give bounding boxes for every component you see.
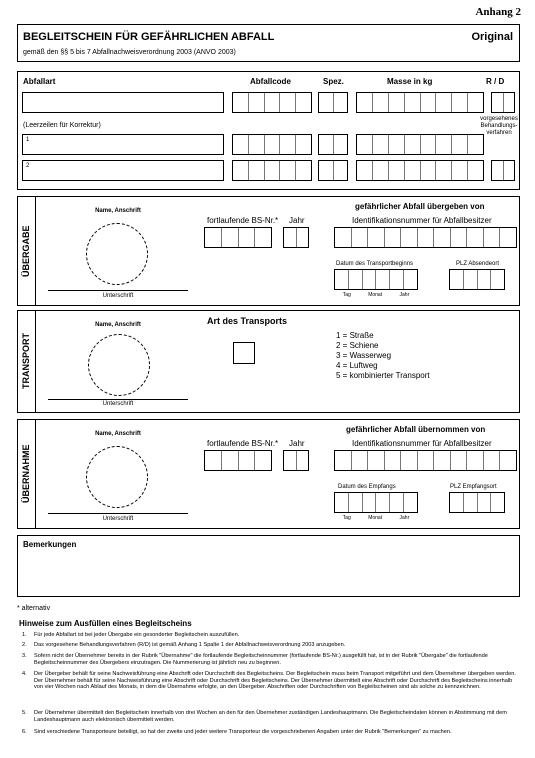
day-label: Tag [342,515,351,521]
ident-field[interactable] [334,227,517,248]
year-field[interactable] [283,450,309,471]
signature-label: Unterschrift [102,293,134,299]
transport-heading: Art des Transports [207,316,288,326]
correction-row-2[interactable] [22,160,224,181]
correction-note: (Leerzeilen für Korrektur) [23,122,101,129]
row-number: 1 [26,137,30,143]
stamp-circle[interactable] [88,334,150,396]
spez-field[interactable] [318,92,348,113]
footnote: * alternativ [17,605,51,612]
hint-item: 4. Der Übergeber behält für seine Nachweisführung eine Abschrift oder Durchschrift des Begleitscheins. Der Begleitschein muss beim Transport mitgeführt und dem Übernehmer übergeben werden. Der Übernehmer behält für seine Nachweisführung eine Abschrift oder Durchschrift des Begleitscheins. Der Übernehmer übermittelt eine Abschrift oder Durchschrift des Begleitscheins innerhalb von vier Wochen nach Ablauf des Monats, in dem die Übernahme erfolgte, an den Übergeber. Abschriften oder Durchschriften von Begleitscheinen sind als solche zu kennzeichnen. [22,671,516,691]
transport-options [336,331,430,381]
ident-label: Identifikationsnummer für Abfallbesitzer [352,216,492,225]
stamp-circle[interactable] [86,223,148,285]
rd-header: R / D [486,77,505,86]
bs-nr-field[interactable] [204,227,272,248]
hint-item: 6. Sind verschiedene Transporteure beteiligt, so hat der zweite und jeder weitere Transporteur die vorgeschriebenen Angaben unter der Rubrik "Bemerkungen" zu machen. [22,729,452,735]
code-row-2[interactable] [232,160,312,181]
transport-option: 4 = Luftweg [336,361,378,370]
uebernahme-side-label: ÜBERNAHME [21,444,31,504]
day-label: Tag [342,292,351,298]
uebergabe-side-label: ÜBERGABE [21,225,31,277]
rd-field[interactable] [491,92,515,113]
waste-type-header: Abfallart [23,77,56,86]
transport-option: 1 = Straße [336,331,374,340]
name-label: Name, Anschrift [95,208,141,214]
transport-option: 5 = kombinierter Transport [336,371,430,380]
uebergabe-heading: gefährlicher Abfall übergeben von [355,202,485,211]
plz-field[interactable] [449,269,505,290]
spez-row-1[interactable] [318,134,348,155]
stamp-circle[interactable] [86,446,148,508]
hint-item: 3. Sofern nicht der Übernehmer bereits in der Rubrik "Übernahme" die fortlaufende Begleitscheinnummer (fortlaufende BS-Nr.) ausgefüllt hat, ist in der Rubrik "Übergabe" die fortlaufende Begleitscheinnummer des Übergebers einzutragen. Die Nummerierung ist jährlich neu zu beginnen. [22,653,488,666]
signature-line [48,399,188,400]
transport-side-label: TRANSPORT [21,333,31,390]
plz-label: PLZ Empfangsort [450,484,497,490]
transport-option: 2 = Schiene [336,341,379,350]
mass-row-1[interactable] [356,134,484,155]
year-small-label: Jahr [399,292,410,298]
signature-line [48,513,188,514]
waste-code-field[interactable] [232,92,312,113]
remarks-label: Bemerkungen [23,540,77,549]
waste-code-header: Abfallcode [250,77,291,86]
uebernahme-heading: gefährlicher Abfall übernommen von [346,425,486,434]
spez-row-2[interactable] [318,160,348,181]
hint-item: 5. Der Übernehmer übermittelt den Begleitschein innerhalb von drei Wochen an den für den Übernehmer zuständigen Landeshauptmann. Die Begleitscheindaten können in Abstimmung mit dem Landeshauptmann auch elektronisch übermittelt werden. [22,710,507,723]
form-title: BEGLEITSCHEIN FÜR GEFÄHRLICHEN ABFALL [23,31,275,43]
rd-note: vorgesehenes Behandlungs- verfahren [480,116,518,136]
plz-field[interactable] [449,492,505,513]
mass-field[interactable] [356,92,484,113]
month-label: Monat [368,515,383,521]
annex-label: Anhang 2 [475,6,521,18]
mass-header: Masse in kg [387,77,433,86]
bs-nr-label: fortlaufende BS-Nr.* [207,216,279,225]
rd-row-2[interactable] [491,160,515,181]
remarks-section[interactable] [17,535,520,597]
transport-section [17,310,520,413]
month-label: Monat [368,292,383,298]
year-label: Jahr [289,216,305,225]
signature-line [48,290,188,291]
year-field[interactable] [283,227,309,248]
header-frame [17,24,520,62]
spez-header: Spez. [323,77,344,86]
date-field[interactable] [334,492,418,513]
mass-row-2[interactable] [356,160,484,181]
waste-section [17,71,520,190]
original-label: Original [471,31,513,43]
signature-label: Unterschrift [102,516,134,522]
bs-nr-field[interactable] [204,450,272,471]
signature-label: Unterschrift [102,401,134,407]
correction-row-1[interactable] [22,134,224,155]
ident-field[interactable] [334,450,517,471]
bs-nr-label: fortlaufende BS-Nr.* [207,439,279,448]
ident-label: Identifikationsnummer für Abfallbesitzer [352,439,492,448]
date-label: Datum des Transportbeginns [336,261,414,267]
code-row-1[interactable] [232,134,312,155]
hint-item: 1. Für jede Abfallart ist bei jeder Übergabe ein gesonderter Begleitschein auszufüllen. [22,632,240,638]
row-number: 2 [26,163,30,169]
hint-item: 2. Das vorgesehene Behandlungsverfahren (R/D) ist gemäß Anhang 1 Spalte 1 der Abfallnachweisverordnung 2003 anzugeben. [22,642,346,648]
transport-option: 3 = Wasserweg [336,351,392,360]
name-label: Name, Anschrift [95,322,141,328]
hints-title: Hinweise zum Ausfüllen eines Begleitscheins [19,619,192,628]
form-subtitle: gemäß den §§ 5 bis 7 Abfallnachweisverordnung 2003 (ANVO 2003) [23,49,236,56]
name-label: Name, Anschrift [95,431,141,437]
plz-label: PLZ Absendeort [456,261,500,267]
year-small-label: Jahr [399,515,410,521]
waste-type-field[interactable] [22,92,224,113]
date-field[interactable] [334,269,418,290]
uebergabe-section [17,196,520,306]
date-label: Datum des Empfangs [338,484,396,490]
year-label: Jahr [289,439,305,448]
transport-type-field[interactable] [233,342,255,364]
uebernahme-section [17,419,520,529]
